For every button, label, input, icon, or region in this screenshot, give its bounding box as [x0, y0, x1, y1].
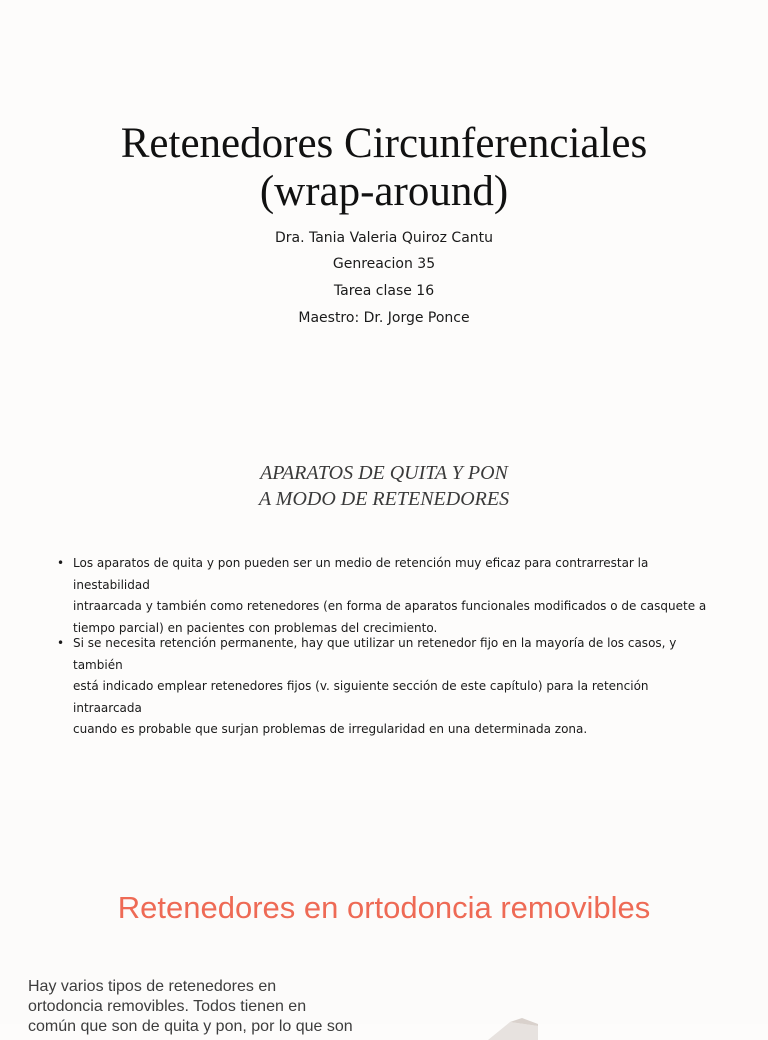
title-line-1: Retenedores Circunferenciales: [120, 120, 648, 167]
bullet-line: Si se necesita retención permanente, hay que utilizar un retenedor fijo en la mayoría de los casos, y también: [73, 636, 677, 672]
bullet-line: Los aparatos de quita y pon pueden ser un medio de retención muy eficaz para contrarrestar la inestabilidad: [73, 556, 649, 592]
bullet-line: intraarcada y también como retenedores (en forma de aparatos funcionales modificados o de casquete a: [73, 599, 707, 613]
paragraph-line: Hay varios tipos de retenedores en: [28, 978, 277, 995]
paragraph-line: común que son de quita y pon, por lo que son: [28, 1018, 353, 1035]
bullet-marker: •: [57, 636, 65, 650]
bullet-marker: •: [57, 556, 65, 570]
bullet-item: [57, 633, 712, 741]
bullet-line: está indicado emplear retenedores fijos (v. siguiente sección de este capítulo) para la retención intraarcada: [73, 679, 649, 715]
generation: Genreacion 35: [332, 256, 436, 272]
retainer-image: [488, 1010, 538, 1040]
author: Dra. Tania Valeria Quiroz Cantu: [274, 230, 494, 246]
bullet-line: tiempo parcial) en pacientes con problemas del crecimiento.: [73, 620, 438, 635]
section-heading-line-2: A MODO DE RETENEDORES: [258, 488, 510, 510]
removable-paragraph: [28, 977, 368, 1037]
teacher: Maestro: Dr. Jorge Ponce: [298, 310, 470, 326]
bullet-item: [57, 553, 712, 639]
paragraph-line: ortodoncia removibles. Todos tienen en: [28, 998, 307, 1015]
section-heading: [0, 460, 768, 512]
bullet-line: cuando es probable que surjan problemas de irregularidad en una determinada zona.: [73, 722, 588, 736]
slide-title-heading: [0, 120, 768, 216]
removable-heading: Retenedores en ortodoncia removibles: [117, 890, 651, 925]
section-heading-line-1: APARATOS DE QUITA Y PON: [260, 462, 508, 484]
task: Tarea clase 16: [333, 283, 435, 299]
bullet-text: [73, 553, 712, 639]
title-line-2: (wrap-around): [259, 168, 509, 215]
bullet-text: [73, 633, 712, 741]
